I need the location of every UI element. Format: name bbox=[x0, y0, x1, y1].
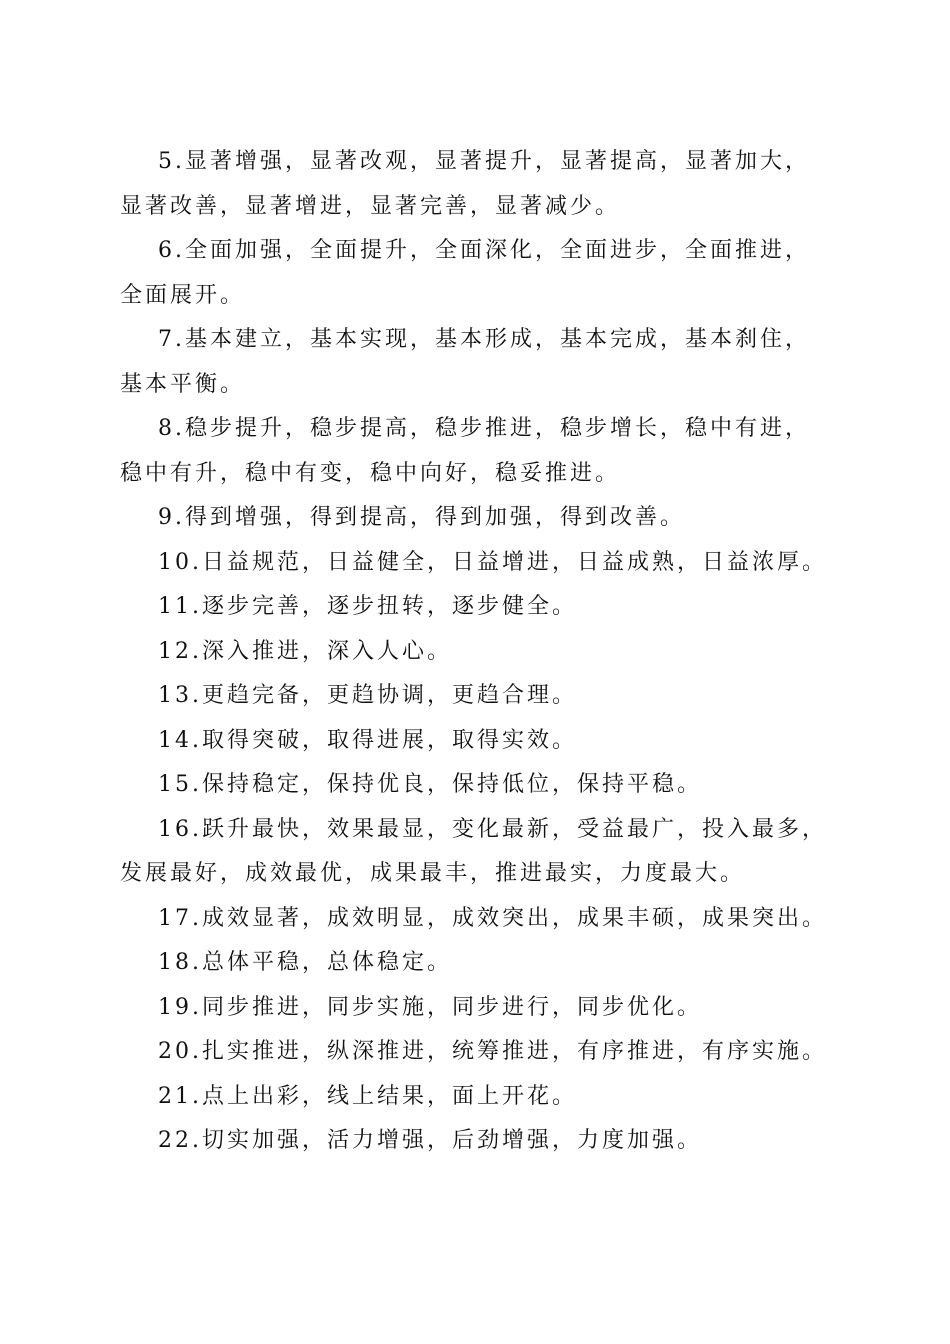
list-item-line: 18.总体平稳，总体稳定。 bbox=[158, 950, 452, 975]
list-item-17 bbox=[120, 897, 834, 942]
list-item-line: 21.点上出彩，线上结果，面上开花。 bbox=[158, 1083, 577, 1109]
list-item-line: 7.基本建立，基本实现，基本形成，基本完成，基本刹住， bbox=[158, 327, 810, 352]
list-item-line: 17.成效显著，成效明显，成效突出，成果丰硕，成果突出。 bbox=[158, 905, 827, 931]
list-item-line: 12.深入推进，深入人心。 bbox=[158, 638, 452, 664]
list-item-line: 显著改善，显著增进，显著完善，显著减少。 bbox=[120, 193, 621, 219]
list-item-line: 9.得到增强，得到提高，得到加强，得到改善。 bbox=[158, 505, 685, 530]
list-item-9 bbox=[120, 496, 834, 541]
list-item-line: 14.取得突破，取得进展，取得实效。 bbox=[158, 727, 577, 753]
list-item-18 bbox=[120, 941, 834, 986]
list-item-8 bbox=[120, 407, 834, 496]
list-item-7 bbox=[120, 318, 834, 407]
list-item-11 bbox=[120, 585, 834, 630]
list-item-19 bbox=[120, 986, 834, 1031]
list-item-line: 16.跃升最快，效果最显，变化最新，受益最广，投入最多， bbox=[158, 816, 827, 842]
list-item-22 bbox=[120, 1119, 834, 1164]
list-item-16 bbox=[120, 808, 834, 897]
list-item-line: 发展最好，成效最优，成果最丰，推进最实，力度最大。 bbox=[120, 861, 746, 886]
list-item-12 bbox=[120, 630, 834, 675]
list-item-5 bbox=[120, 140, 834, 229]
list-item-15 bbox=[120, 763, 834, 808]
list-item-10 bbox=[120, 541, 834, 586]
document-body bbox=[120, 140, 834, 1164]
list-item-line: 10.日益规范，日益健全，日益增进，日益成熟，日益浓厚。 bbox=[158, 549, 827, 575]
list-item-line: 22.切实加强，活力增强，后劲增强，力度加强。 bbox=[158, 1128, 702, 1153]
list-item-20 bbox=[120, 1030, 834, 1075]
list-item-line: 15.保持稳定，保持优良，保持低位，保持平稳。 bbox=[158, 772, 702, 797]
list-item-line: 19.同步推进，同步实施，同步进行，同步优化。 bbox=[158, 994, 702, 1020]
list-item-line: 5.显著增强，显著改观，显著提升，显著提高，显著加大， bbox=[158, 149, 810, 174]
list-item-13 bbox=[120, 674, 834, 719]
list-item-14 bbox=[120, 719, 834, 764]
list-item-line: 8.稳步提升，稳步提高，稳步推进，稳步增长，稳中有进， bbox=[158, 416, 810, 441]
list-item-line: 6.全面加强，全面提升，全面深化，全面进步，全面推进， bbox=[158, 238, 810, 263]
list-item-line: 稳中有升，稳中有变，稳中向好，稳妥推进。 bbox=[120, 460, 621, 486]
list-item-line: 全面展开。 bbox=[120, 282, 246, 308]
list-item-line: 基本平衡。 bbox=[120, 371, 246, 397]
list-item-line: 20.扎实推进，纵深推进，统筹推进，有序推进，有序实施。 bbox=[158, 1039, 827, 1064]
list-item-21 bbox=[120, 1075, 834, 1120]
list-item-6 bbox=[120, 229, 834, 318]
list-item-line: 13.更趋完备，更趋协调，更趋合理。 bbox=[158, 683, 577, 708]
list-item-line: 11.逐步完善，逐步扭转，逐步健全。 bbox=[158, 594, 577, 619]
